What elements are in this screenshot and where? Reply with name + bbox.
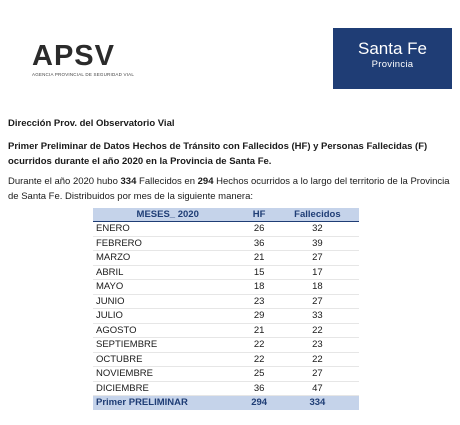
table-row bbox=[93, 222, 359, 237]
hf-cell: 22 bbox=[242, 352, 275, 367]
fallecidos-cell: 22 bbox=[276, 352, 359, 367]
apsv-logo bbox=[32, 41, 142, 81]
month-cell: JUNIO bbox=[93, 294, 242, 309]
department-title: Dirección Prov. del Observatorio Vial bbox=[8, 118, 175, 129]
month-cell: MARZO bbox=[93, 251, 242, 266]
table-row bbox=[93, 367, 359, 382]
month-cell: MAYO bbox=[93, 280, 242, 295]
hf-cell: 36 bbox=[242, 236, 275, 251]
total-label-cell: Primer PRELIMINAR bbox=[93, 396, 242, 410]
hf-cell: 26 bbox=[242, 222, 275, 237]
fallecidos-cell: 23 bbox=[276, 338, 359, 353]
fallecidos-cell: 27 bbox=[276, 251, 359, 266]
table-row bbox=[93, 265, 359, 280]
intro-paragraph bbox=[8, 174, 456, 204]
fallecidos-cell: 32 bbox=[276, 222, 359, 237]
table-row bbox=[93, 251, 359, 266]
table-total-row bbox=[93, 396, 359, 410]
intro-text-3: Hechos ocurridos a lo largo del territorio de la Provincia de Santa Fe. Distribuidos por mes de la siguiente manera: bbox=[8, 176, 450, 202]
fallecidos-cell: 22 bbox=[276, 323, 359, 338]
month-cell: SEPTIEMBRE bbox=[93, 338, 242, 353]
table-row bbox=[93, 352, 359, 367]
intro-text-1: Durante el año 2020 hubo bbox=[8, 176, 121, 187]
hf-cell: 21 bbox=[242, 323, 275, 338]
month-cell: FEBRERO bbox=[93, 236, 242, 251]
document-heading: Primer Preliminar de Datos Hechos de Tránsito con Fallecidos (HF) y Personas Fallecidas (F) ocurridos durante el año 2020 en la Provincia de Santa Fe. bbox=[8, 141, 428, 167]
apsv-logo-subtitle: AGENCIA PROVINCIAL DE SEGURIDAD VIAL bbox=[32, 72, 135, 77]
hf-cell: 25 bbox=[242, 367, 275, 382]
month-cell: ENERO bbox=[93, 222, 242, 237]
month-cell: ABRIL bbox=[93, 265, 242, 280]
santa-fe-logo bbox=[333, 28, 452, 89]
fallecidos-cell: 27 bbox=[276, 294, 359, 309]
intro-text-2: Fallecidos en bbox=[136, 176, 198, 187]
month-cell: DICIEMBRE bbox=[93, 381, 242, 396]
fallecidos-cell: 33 bbox=[276, 309, 359, 324]
header-fallecidos: Fallecidos bbox=[276, 208, 359, 222]
intro-hechos-count: 294 bbox=[197, 176, 214, 187]
intro-fallecidos-count: 334 bbox=[120, 176, 137, 187]
fallecidos-cell: 18 bbox=[276, 280, 359, 295]
table-row bbox=[93, 294, 359, 309]
santa-fe-logo-subtitle: Provincia bbox=[371, 59, 414, 70]
hf-cell: 29 bbox=[242, 309, 275, 324]
table-row bbox=[93, 381, 359, 396]
apsv-logo-word: APSV bbox=[32, 40, 115, 72]
table-row bbox=[93, 338, 359, 353]
total-fallecidos-cell: 334 bbox=[276, 396, 359, 410]
table-row bbox=[93, 323, 359, 338]
table-row bbox=[93, 236, 359, 251]
santa-fe-logo-title: Santa Fe bbox=[358, 39, 427, 58]
hf-cell: 21 bbox=[242, 251, 275, 266]
month-cell: AGOSTO bbox=[93, 323, 242, 338]
table-row bbox=[93, 280, 359, 295]
fallecidos-cell: 27 bbox=[276, 367, 359, 382]
fallecidos-cell: 39 bbox=[276, 236, 359, 251]
total-hf-cell: 294 bbox=[242, 396, 275, 410]
monthly-data-table bbox=[93, 208, 359, 410]
hf-cell: 18 bbox=[242, 280, 275, 295]
table-header-row bbox=[93, 208, 359, 222]
month-cell: OCTUBRE bbox=[93, 352, 242, 367]
hf-cell: 22 bbox=[242, 338, 275, 353]
month-cell: JULIO bbox=[93, 309, 242, 324]
hf-cell: 36 bbox=[242, 381, 275, 396]
header-hf: HF bbox=[242, 208, 275, 222]
header-months: MESES_ 2020 bbox=[93, 208, 242, 222]
hf-cell: 15 bbox=[242, 265, 275, 280]
table-row bbox=[93, 309, 359, 324]
fallecidos-cell: 47 bbox=[276, 381, 359, 396]
hf-cell: 23 bbox=[242, 294, 275, 309]
fallecidos-cell: 17 bbox=[276, 265, 359, 280]
month-cell: NOVIEMBRE bbox=[93, 367, 242, 382]
